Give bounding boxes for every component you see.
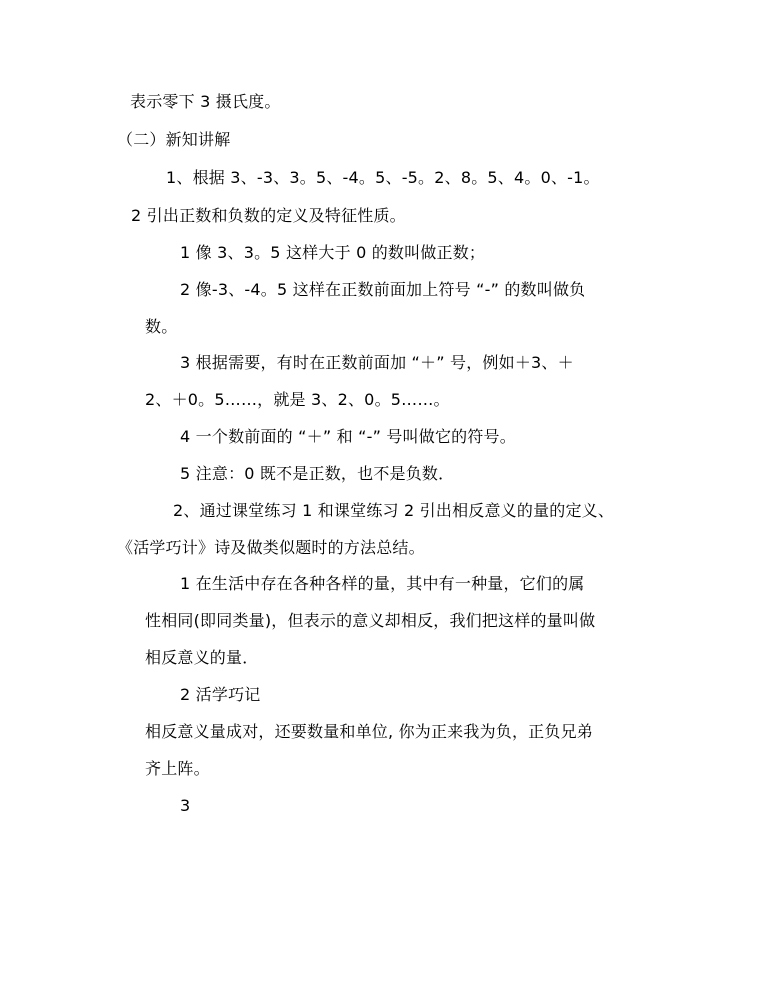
text-line-6: 2 像-3、-4。5 这样在正数前面加上符号 “-” 的数叫做负 xyxy=(180,280,586,299)
text-line-7: 数。 xyxy=(145,317,178,336)
section-heading: （二）新知讲解 xyxy=(117,130,231,149)
text-line-12: 2、通过课堂练习 1 和课堂练习 2 引出相反意义的量的定义、 xyxy=(173,501,615,520)
text-line-13: 《活学巧计》诗及做类似题时的方法总结。 xyxy=(117,538,425,557)
text-line-10: 4 一个数前面的 “＋” 和 “-” 号叫做它的符号。 xyxy=(180,427,516,446)
text-line-1: 表示零下 3 摄氏度。 xyxy=(130,92,281,111)
text-line-8: 3 根据需要，有时在正数前面加 “＋” 号，例如＋3、＋ xyxy=(180,353,574,372)
text-line-4: 2 引出正数和负数的定义及特征性质。 xyxy=(131,206,406,225)
text-line-9: 2、＋0。5……，就是 3、2、0。5……。 xyxy=(145,390,450,409)
text-line-3: 1、根据 3、-3、3。5、-4。5、-5。2、8。5、4。0、-1。 xyxy=(166,168,600,187)
text-line-5: 1 像 3、3。5 这样大于 0 的数叫做正数； xyxy=(180,243,486,262)
text-line-11: 5 注意：0 既不是正数，也不是负数． xyxy=(180,464,455,483)
text-line-17: 2 活学巧记 xyxy=(180,685,261,704)
text-line-20: 3 xyxy=(180,796,191,815)
text-line-14: 1 在生活中存在各种各样的量，其中有一种量，它们的属 xyxy=(180,574,585,593)
text-line-18: 相反意义量成对，还要数量和单位, 你为正来我为负，正负兄弟 xyxy=(145,722,593,741)
text-line-16: 相反意义的量． xyxy=(145,648,259,667)
text-line-19: 齐上阵。 xyxy=(145,759,210,778)
text-line-15: 性相同(即同类量)，但表示的意义却相反，我们把这样的量叫做 xyxy=(145,611,596,630)
